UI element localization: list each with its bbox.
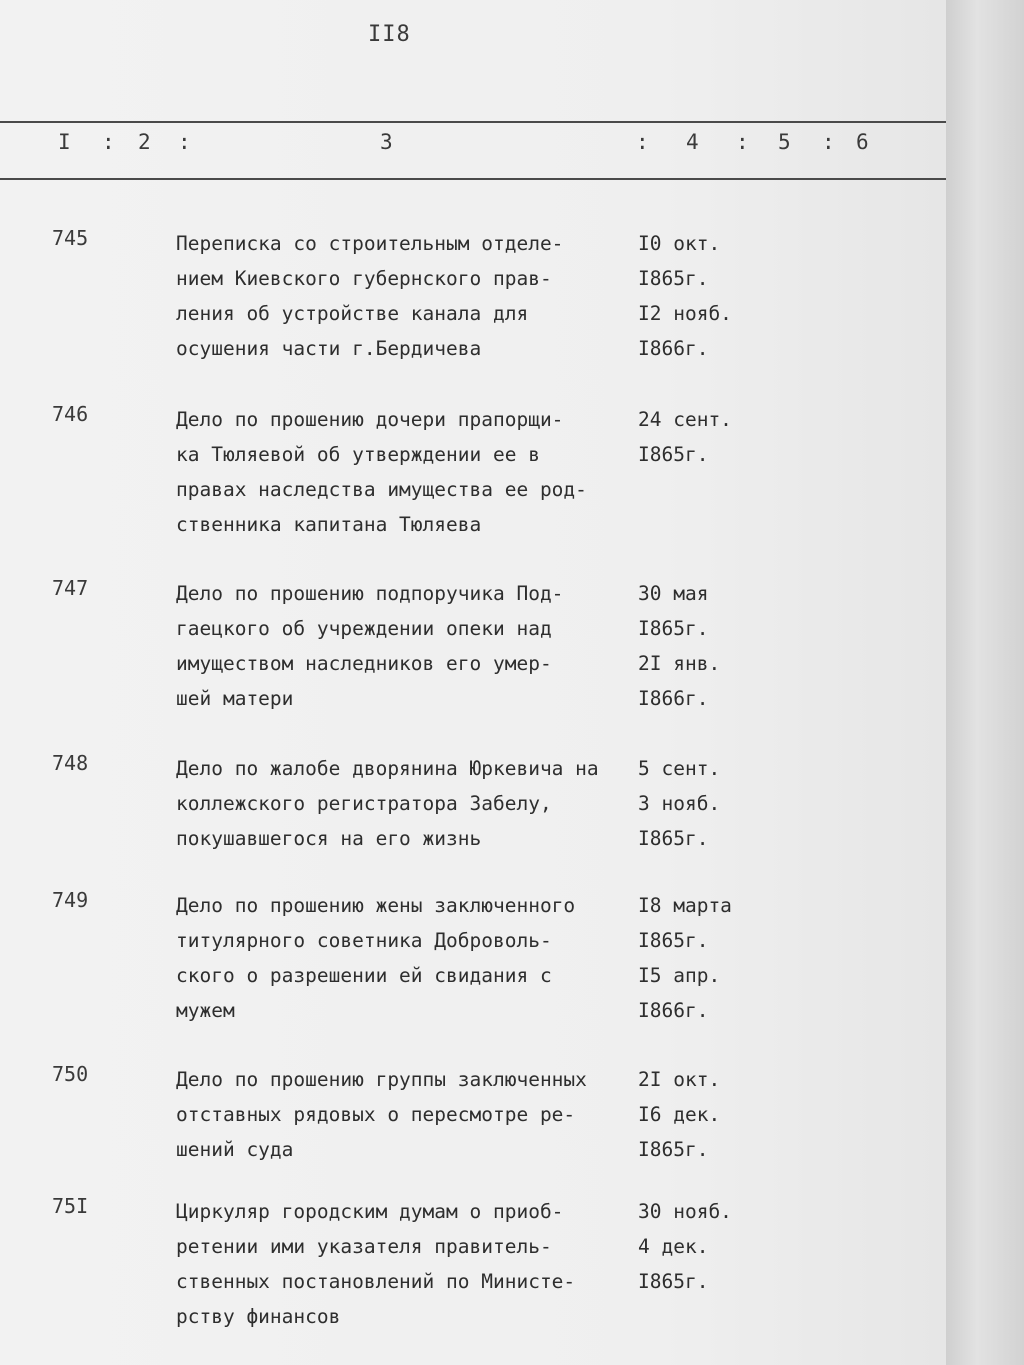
entry-number: 745 bbox=[52, 226, 89, 250]
date-line: 30 мая bbox=[638, 582, 709, 605]
entry-description bbox=[176, 1062, 646, 1167]
entry-dates bbox=[638, 576, 758, 716]
date-line: I865г. bbox=[638, 1270, 709, 1293]
column-header-3: 3 bbox=[380, 130, 393, 154]
entry-dates bbox=[638, 1194, 758, 1299]
date-line: 5 сент. bbox=[638, 757, 721, 780]
description-line: мужем bbox=[176, 999, 235, 1022]
entry-number: 746 bbox=[52, 402, 89, 426]
column-header-6: 6 bbox=[856, 130, 869, 154]
date-line: I865г. bbox=[638, 929, 709, 952]
date-line: 24 сент. bbox=[638, 408, 732, 431]
header-rule-top bbox=[0, 121, 946, 123]
date-line: I865г. bbox=[638, 443, 709, 466]
description-line: Дело по прошению подпоручика Под- bbox=[176, 582, 564, 605]
header-rule-bottom bbox=[0, 178, 946, 180]
date-line: 2I янв. bbox=[638, 652, 721, 675]
column-header-2: 2 bbox=[138, 130, 151, 154]
date-line: 3 нояб. bbox=[638, 792, 721, 815]
date-line: 4 дек. bbox=[638, 1235, 709, 1258]
entry-description bbox=[176, 751, 646, 856]
column-header-1: I bbox=[58, 130, 71, 154]
date-line: I866г. bbox=[638, 337, 709, 360]
description-line: коллежского регистратора Забелу, bbox=[176, 792, 552, 815]
description-line: рству финансов bbox=[176, 1305, 341, 1328]
description-line: Дело по жалобе дворянина Юркевича на bbox=[176, 757, 599, 780]
description-line: титулярного советника Доброволь- bbox=[176, 929, 552, 952]
description-line: покушавшегося на его жизнь bbox=[176, 827, 482, 850]
entry-description bbox=[176, 226, 646, 366]
description-line: Переписка со строительным отделе- bbox=[176, 232, 564, 255]
entry-number: 747 bbox=[52, 576, 89, 600]
description-line: ственника капитана Тюляева bbox=[176, 513, 482, 536]
date-line: 30 нояб. bbox=[638, 1200, 732, 1223]
column-separator: : bbox=[102, 130, 115, 154]
entry-dates bbox=[638, 751, 758, 856]
description-line: правах наследства имущества ее род- bbox=[176, 478, 587, 501]
description-line: ственных постановлений по Министе- bbox=[176, 1270, 576, 1293]
date-line: I866г. bbox=[638, 687, 709, 710]
date-line: I865г. bbox=[638, 1138, 709, 1161]
date-line: I865г. bbox=[638, 267, 709, 290]
description-line: имуществом наследников его умер- bbox=[176, 652, 552, 675]
description-line: Дело по прошению группы заключенных bbox=[176, 1068, 587, 1091]
entry-dates bbox=[638, 402, 758, 472]
date-line: I0 окт. bbox=[638, 232, 721, 255]
description-line: ретении ими указателя правитель- bbox=[176, 1235, 552, 1258]
column-separator: : bbox=[178, 130, 191, 154]
date-line: 2I окт. bbox=[638, 1068, 721, 1091]
entry-dates bbox=[638, 888, 758, 1028]
entry-description bbox=[176, 576, 646, 716]
date-line: I8 марта bbox=[638, 894, 732, 917]
description-line: гаецкого об учреждении опеки над bbox=[176, 617, 552, 640]
date-line: I866г. bbox=[638, 999, 709, 1022]
description-line: ка Тюляевой об утверждении ее в bbox=[176, 443, 540, 466]
column-header-5: 5 bbox=[778, 130, 791, 154]
description-line: ского о разрешении ей свидания с bbox=[176, 964, 552, 987]
description-line: Дело по прошению жены заключенного bbox=[176, 894, 576, 917]
entry-number: 750 bbox=[52, 1062, 89, 1086]
date-line: I2 нояб. bbox=[638, 302, 732, 325]
description-line: нием Киевского губернского прав- bbox=[176, 267, 552, 290]
date-line: I5 апр. bbox=[638, 964, 721, 987]
description-line: Дело по прошению дочери прапорщи- bbox=[176, 408, 564, 431]
entry-number: 75I bbox=[52, 1194, 89, 1218]
column-separator: : bbox=[636, 130, 649, 154]
entry-dates bbox=[638, 1062, 758, 1167]
entry-description bbox=[176, 1194, 646, 1334]
description-line: шений суда bbox=[176, 1138, 294, 1161]
column-separator: : bbox=[822, 130, 835, 154]
column-separator: : bbox=[736, 130, 749, 154]
description-line: отставных рядовых о пересмотре ре- bbox=[176, 1103, 576, 1126]
page-number: II8 bbox=[368, 22, 411, 47]
description-line: осушения части г.Бердичева bbox=[176, 337, 482, 360]
date-line: I865г. bbox=[638, 617, 709, 640]
description-line: Циркуляр городским думам о приоб- bbox=[176, 1200, 564, 1223]
description-line: ления об устройстве канала для bbox=[176, 302, 529, 325]
entry-description bbox=[176, 402, 646, 542]
date-line: I6 дек. bbox=[638, 1103, 721, 1126]
page-edge-shadow bbox=[946, 0, 1024, 1365]
entry-number: 749 bbox=[52, 888, 89, 912]
entry-description bbox=[176, 888, 646, 1028]
entry-number: 748 bbox=[52, 751, 89, 775]
column-header-4: 4 bbox=[686, 130, 699, 154]
description-line: шей матери bbox=[176, 687, 294, 710]
date-line: I865г. bbox=[638, 827, 709, 850]
entry-dates bbox=[638, 226, 758, 366]
